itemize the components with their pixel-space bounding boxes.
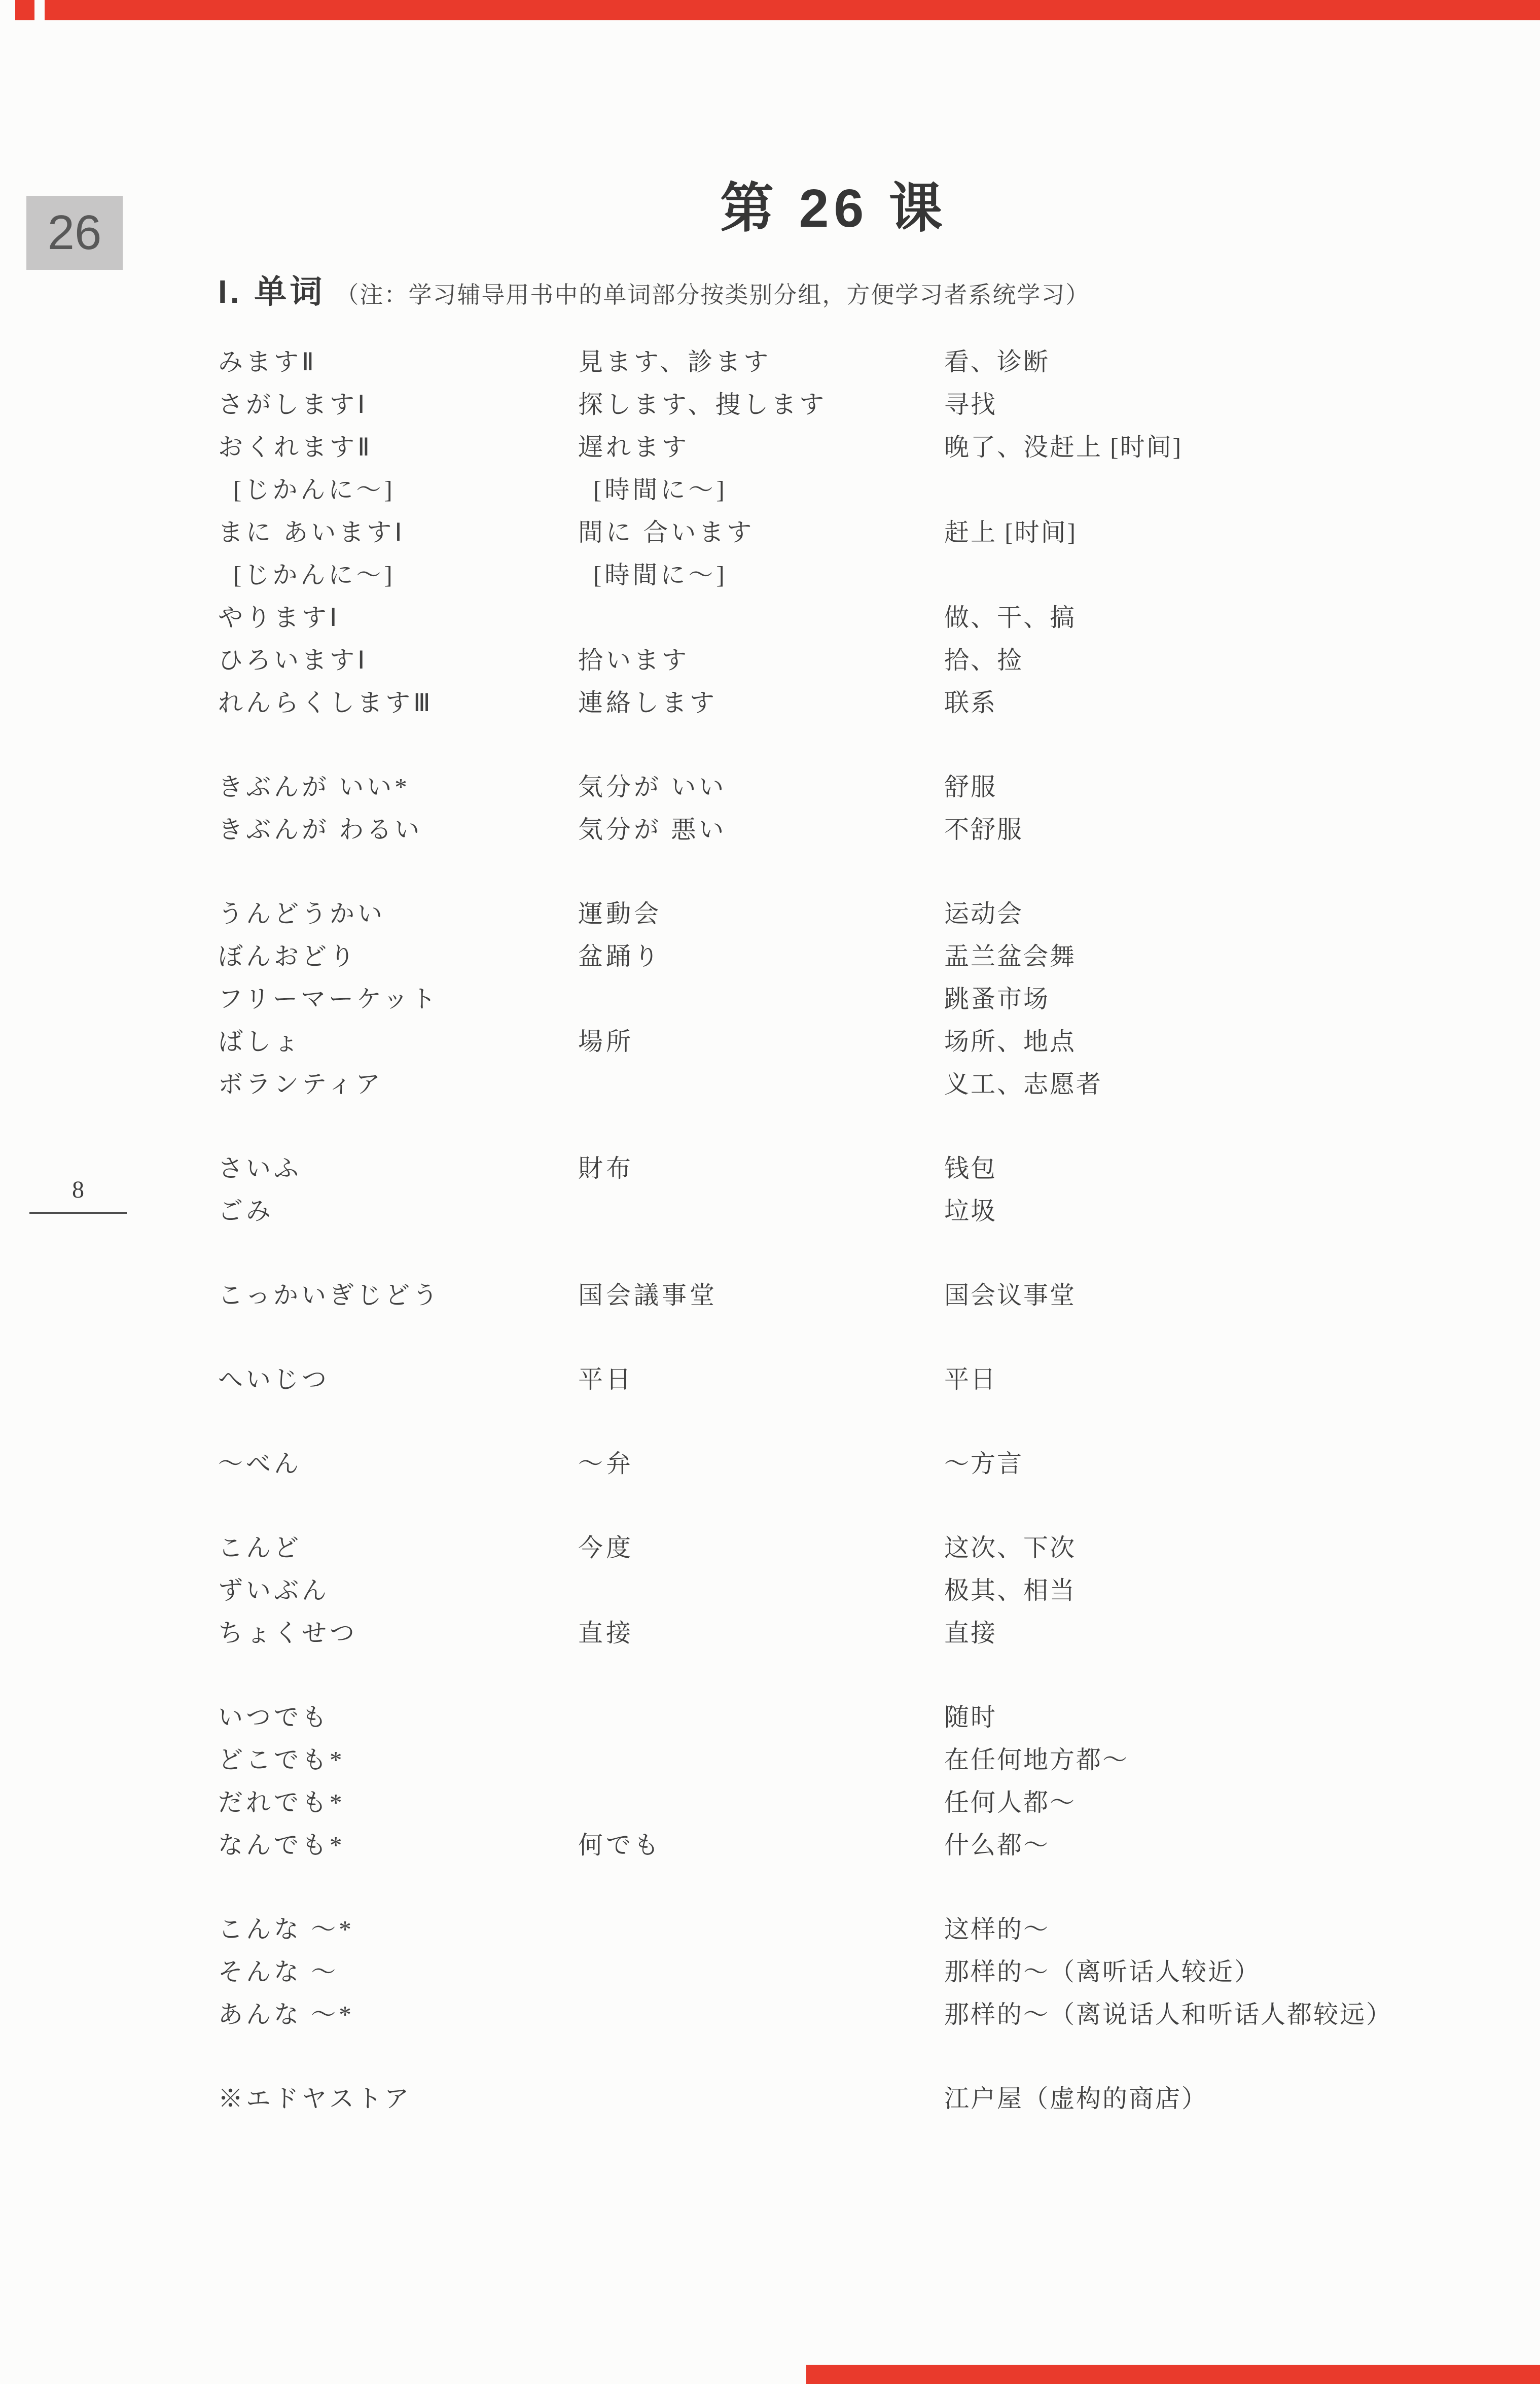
kanji-cell: [時間に～] [593, 561, 728, 589]
vocab-row [218, 1147, 1510, 1190]
vocab-row [218, 639, 1510, 682]
vocab-row [218, 1569, 1510, 1612]
lesson-number: 26 [47, 205, 102, 260]
kana-cell: うんどうかい [218, 900, 386, 928]
chinese-cell: 在任何地方都～ [944, 1746, 1129, 1774]
vocab-row [218, 1781, 1510, 1824]
kanji-cell: 平日 [578, 1365, 634, 1393]
chinese-cell: 义工、志愿者 [944, 1070, 1103, 1098]
vocab-row [218, 893, 1510, 935]
kana-cell: ～べん [218, 1450, 302, 1478]
vocab-row [218, 1063, 1510, 1106]
kana-cell: いつでも [218, 1703, 330, 1731]
vocab-row [218, 511, 1510, 554]
section-note: （注：学习辅导用书中的单词部分按类别分组，方便学习者系统学习） [335, 282, 1090, 308]
kanji-cell: 国会議事堂 [578, 1281, 718, 1309]
chinese-cell [944, 469, 1510, 511]
kana-cell: へいじつ [218, 1365, 330, 1393]
kana-cell: [じかんに～] [233, 476, 396, 504]
kana-cell: やりますⅠ [218, 604, 340, 632]
chinese-cell: 寻找 [944, 391, 997, 418]
kanji-cell: 連絡します [578, 689, 718, 717]
chinese-cell: 那样的～（离听话人较近） [944, 1958, 1261, 1986]
chinese-cell: 平日 [944, 1365, 997, 1393]
kana-cell: ぼんおどり [218, 942, 358, 970]
vocab-group [218, 1443, 1510, 1485]
vocab-row [218, 1612, 1510, 1655]
vocab-group [218, 1358, 1510, 1401]
kanji-cell [578, 1190, 944, 1233]
chinese-cell: 直接 [944, 1619, 997, 1647]
vocab-group [218, 893, 1510, 1106]
vocab-group [218, 1527, 1510, 1655]
kana-cell: ボランティア [218, 1070, 384, 1098]
chinese-cell: 晚了、没赶上 [时间] [944, 433, 1183, 461]
top-red-border-stub [15, 0, 34, 20]
vocab-row [218, 935, 1510, 978]
kanji-cell: 盆踊り [578, 942, 662, 970]
vocab-row [218, 426, 1510, 469]
kana-cell: ずいぶん [218, 1576, 330, 1604]
vocab-row [218, 1358, 1510, 1401]
kanji-cell: 間に 合います [578, 518, 755, 546]
vocab-row [218, 2078, 1510, 2120]
vocab-row [218, 1021, 1510, 1063]
kanji-cell: 何でも [578, 1831, 662, 1859]
chinese-cell: 什么都～ [944, 1831, 1050, 1859]
kanji-cell: [時間に～] [593, 476, 728, 504]
kanji-cell [578, 1908, 944, 1951]
vocab-row [218, 597, 1510, 639]
vocab-row [218, 1739, 1510, 1781]
chinese-cell: 那样的～（离说话人和听话人都较远） [944, 2001, 1393, 2028]
kana-cell: きぶんが いい* [218, 773, 410, 801]
kana-cell: おくれますⅡ [218, 433, 373, 461]
vocab-row [218, 469, 1510, 511]
vocab-group [218, 1908, 1510, 2036]
kana-cell: まに あいますⅠ [218, 518, 405, 546]
vocab-row [218, 1274, 1510, 1317]
kana-cell: さがしますⅠ [218, 391, 368, 418]
kana-cell: あんな ～* [218, 2001, 354, 2028]
vocab-section-header [218, 266, 1090, 312]
chinese-cell: 赶上 [时间] [944, 518, 1077, 546]
kanji-cell: 気分が いい [578, 773, 727, 801]
kanji-cell: 気分が 悪い [578, 816, 727, 844]
kana-cell: そんな ～ [218, 1958, 339, 1986]
vocab-row [218, 809, 1510, 851]
vocab-group [218, 766, 1510, 851]
kanji-cell [578, 1739, 944, 1781]
kanji-cell [578, 597, 944, 639]
vocab-row [218, 341, 1510, 383]
chinese-cell: 运动会 [944, 900, 1024, 928]
chinese-cell: 江户屋（虚构的商店） [944, 2085, 1208, 2113]
kana-cell: さいふ [218, 1154, 302, 1182]
kana-cell: みますⅡ [218, 348, 317, 376]
chinese-cell: 联系 [944, 689, 997, 717]
vocab-list [218, 341, 1510, 2120]
chinese-cell: 跳蚤市场 [944, 985, 1050, 1013]
vocab-group [218, 2078, 1510, 2120]
bottom-red-border [806, 2365, 1540, 2384]
vocab-row [218, 1824, 1510, 1867]
vocab-group [218, 341, 1510, 724]
chinese-cell: 随时 [944, 1703, 997, 1731]
kanji-cell: 探します、捜します [578, 391, 828, 418]
top-red-border [45, 0, 1540, 20]
vocab-row [218, 1527, 1510, 1569]
kanji-cell: 財布 [578, 1154, 634, 1182]
kanji-cell: 遅れます [578, 433, 690, 461]
kana-cell: れんらくしますⅢ [218, 689, 434, 717]
section-heading: I. 单词 [218, 273, 326, 310]
chinese-cell: 盂兰盆会舞 [944, 942, 1077, 970]
chinese-cell: 钱包 [944, 1154, 997, 1182]
kanji-cell [578, 1569, 944, 1612]
kanji-cell [578, 1951, 944, 1993]
kana-cell: こっかいぎじどう [218, 1281, 441, 1309]
kanji-cell: 今度 [578, 1534, 634, 1562]
page-number: 8 [29, 1176, 127, 1214]
kanji-cell [578, 1993, 944, 2036]
kanji-cell: 拾います [578, 646, 690, 674]
kanji-cell [578, 1781, 944, 1824]
vocab-row [218, 554, 1510, 597]
chinese-cell: 任何人都～ [944, 1789, 1077, 1816]
vocab-group [218, 1274, 1510, 1317]
chinese-cell: 垃圾 [944, 1197, 997, 1225]
kana-cell: [じかんに～] [233, 561, 396, 589]
kana-cell: だれでも* [218, 1789, 345, 1816]
kanji-cell: 直接 [578, 1619, 634, 1647]
kanji-cell: 運動会 [578, 900, 662, 928]
chinese-cell: 不舒服 [944, 816, 1024, 844]
kanji-cell: 見ます、診ます [578, 348, 772, 376]
kana-cell: ひろいますⅠ [218, 646, 368, 674]
kana-cell: ちょくせつ [218, 1619, 358, 1647]
chinese-cell: 看、诊断 [944, 348, 1050, 376]
vocab-row [218, 1443, 1510, 1485]
kanji-cell: ～弁 [578, 1450, 634, 1478]
lesson-number-tab [26, 196, 123, 270]
chinese-cell: 这样的～ [944, 1915, 1050, 1943]
vocab-row [218, 1696, 1510, 1739]
vocab-row [218, 1908, 1510, 1951]
vocab-group [218, 1147, 1510, 1233]
kana-cell: フリーマーケット [218, 985, 439, 1013]
vocab-row [218, 1993, 1510, 2036]
vocab-row [218, 383, 1510, 426]
chinese-cell: 这次、下次 [944, 1534, 1077, 1562]
vocab-group [218, 1696, 1510, 1867]
kanji-cell [578, 1696, 944, 1739]
kana-cell: ばしょ [218, 1028, 302, 1056]
page-title: 第 26 课 [720, 179, 948, 238]
vocab-row [218, 1190, 1510, 1233]
kana-cell: こんな ～* [218, 1915, 354, 1943]
chinese-cell: 极其、相当 [944, 1576, 1077, 1604]
chinese-cell [944, 554, 1510, 597]
chinese-cell: ～方言 [944, 1450, 1024, 1478]
vocab-row [218, 978, 1510, 1021]
kanji-cell [578, 2078, 944, 2120]
chinese-cell: 场所、地点 [944, 1028, 1077, 1056]
kana-cell: なんでも* [218, 1831, 345, 1859]
kanji-cell [578, 978, 944, 1021]
chinese-cell: 拾、捡 [944, 646, 1024, 674]
vocab-row [218, 766, 1510, 809]
vocab-row [218, 682, 1510, 724]
kanji-cell [578, 1063, 944, 1106]
vocab-row [218, 1951, 1510, 1993]
kana-cell: きぶんが わるい [218, 816, 423, 844]
kana-cell: どこでも* [218, 1746, 345, 1774]
chinese-cell: 舒服 [944, 773, 997, 801]
kana-cell: こんど [218, 1534, 302, 1562]
chinese-cell: 做、干、搞 [944, 604, 1077, 632]
chinese-cell: 国会议事堂 [944, 1281, 1077, 1309]
kanji-cell: 場所 [578, 1028, 634, 1056]
kana-cell: ※エドヤストア [218, 2085, 412, 2113]
kana-cell: ごみ [218, 1197, 274, 1225]
